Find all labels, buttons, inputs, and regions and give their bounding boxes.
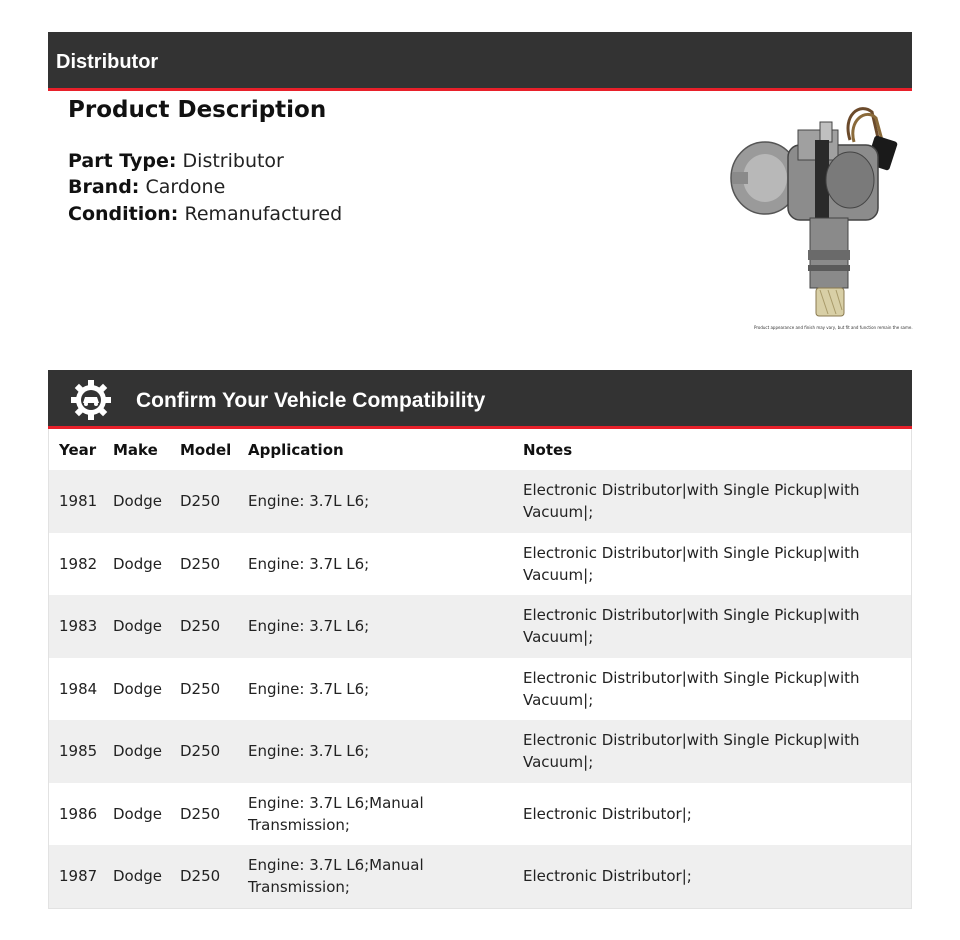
cell-model: D250 [180, 742, 221, 761]
cell-model: D250 [180, 554, 221, 573]
cell-model: D250 [180, 804, 221, 823]
column-header-notes: Notes [523, 440, 573, 459]
spec-label: Condition: [68, 203, 179, 225]
spec-label: Brand: [68, 176, 140, 198]
compatibility-table [48, 429, 912, 909]
cell-application: Engine: 3.7L L6; [248, 554, 370, 573]
cell-notes: Electronic Distributor|with Single Pickup|with Vacuum|; [523, 606, 860, 647]
cell-year: 1985 [59, 742, 98, 761]
compatibility-header [48, 370, 912, 429]
table-row [49, 845, 911, 908]
table-row [49, 658, 911, 721]
cell-model: D250 [180, 867, 221, 886]
spec-condition [68, 203, 342, 225]
cell-year: 1984 [59, 679, 98, 698]
cell-year: 1983 [59, 617, 98, 636]
cell-make: Dodge [113, 679, 162, 698]
cell-make: Dodge [113, 554, 162, 573]
product-description-title: Product Description [68, 97, 327, 123]
cell-notes: Electronic Distributor|with Single Pickup|with Vacuum|; [523, 543, 860, 584]
section-header-distributor [48, 32, 912, 91]
table-row [49, 470, 911, 533]
spec-label: Part Type: [68, 150, 177, 172]
cell-application: Engine: 3.7L L6; [248, 742, 370, 761]
product-image [720, 100, 910, 340]
cell-application: Engine: 3.7L L6;Manual Transmission; [248, 856, 424, 897]
cell-year: 1986 [59, 804, 98, 823]
cell-year: 1981 [59, 492, 98, 511]
cell-notes: Electronic Distributor|with Single Pickup|with Vacuum|; [523, 481, 860, 522]
cell-make: Dodge [113, 804, 162, 823]
column-header-year: Year [59, 440, 97, 459]
cell-application: Engine: 3.7L L6; [248, 679, 370, 698]
cell-application: Engine: 3.7L L6; [248, 617, 370, 636]
spec-part-type [68, 150, 284, 172]
table-row [49, 595, 911, 658]
cell-notes: Electronic Distributor|with Single Pickup|with Vacuum|; [523, 668, 860, 709]
cell-application: Engine: 3.7L L6;Manual Transmission; [248, 793, 424, 834]
cell-model: D250 [180, 492, 221, 511]
table-row [49, 533, 911, 596]
cell-make: Dodge [113, 492, 162, 511]
table-row [49, 720, 911, 783]
cell-make: Dodge [113, 867, 162, 886]
spec-value: Cardone [145, 176, 226, 198]
cell-year: 1987 [59, 867, 98, 886]
cell-model: D250 [180, 617, 221, 636]
cell-make: Dodge [113, 617, 162, 636]
table-header-row [49, 429, 911, 470]
spec-brand [68, 176, 225, 198]
cell-application: Engine: 3.7L L6; [248, 492, 370, 511]
spec-value: Distributor [182, 150, 284, 172]
image-caption: Product appearance and finish may vary, but fit and function remain the same. [754, 325, 913, 330]
cell-notes: Electronic Distributor|with Single Pickup|with Vacuum|; [523, 731, 860, 772]
column-header-model: Model [180, 440, 232, 459]
cell-notes: Electronic Distributor|; [523, 804, 692, 823]
cell-year: 1982 [59, 554, 98, 573]
column-header-make: Make [113, 440, 158, 459]
spec-value: Remanufactured [184, 203, 343, 225]
gear-car-icon [68, 378, 114, 422]
table-row [49, 783, 911, 846]
compatibility-title: Confirm Your Vehicle Compatibility [136, 389, 486, 412]
cell-model: D250 [180, 679, 221, 698]
section-title: Distributor [56, 51, 159, 73]
column-header-application: Application [248, 440, 344, 459]
cell-make: Dodge [113, 742, 162, 761]
cell-notes: Electronic Distributor|; [523, 867, 692, 886]
